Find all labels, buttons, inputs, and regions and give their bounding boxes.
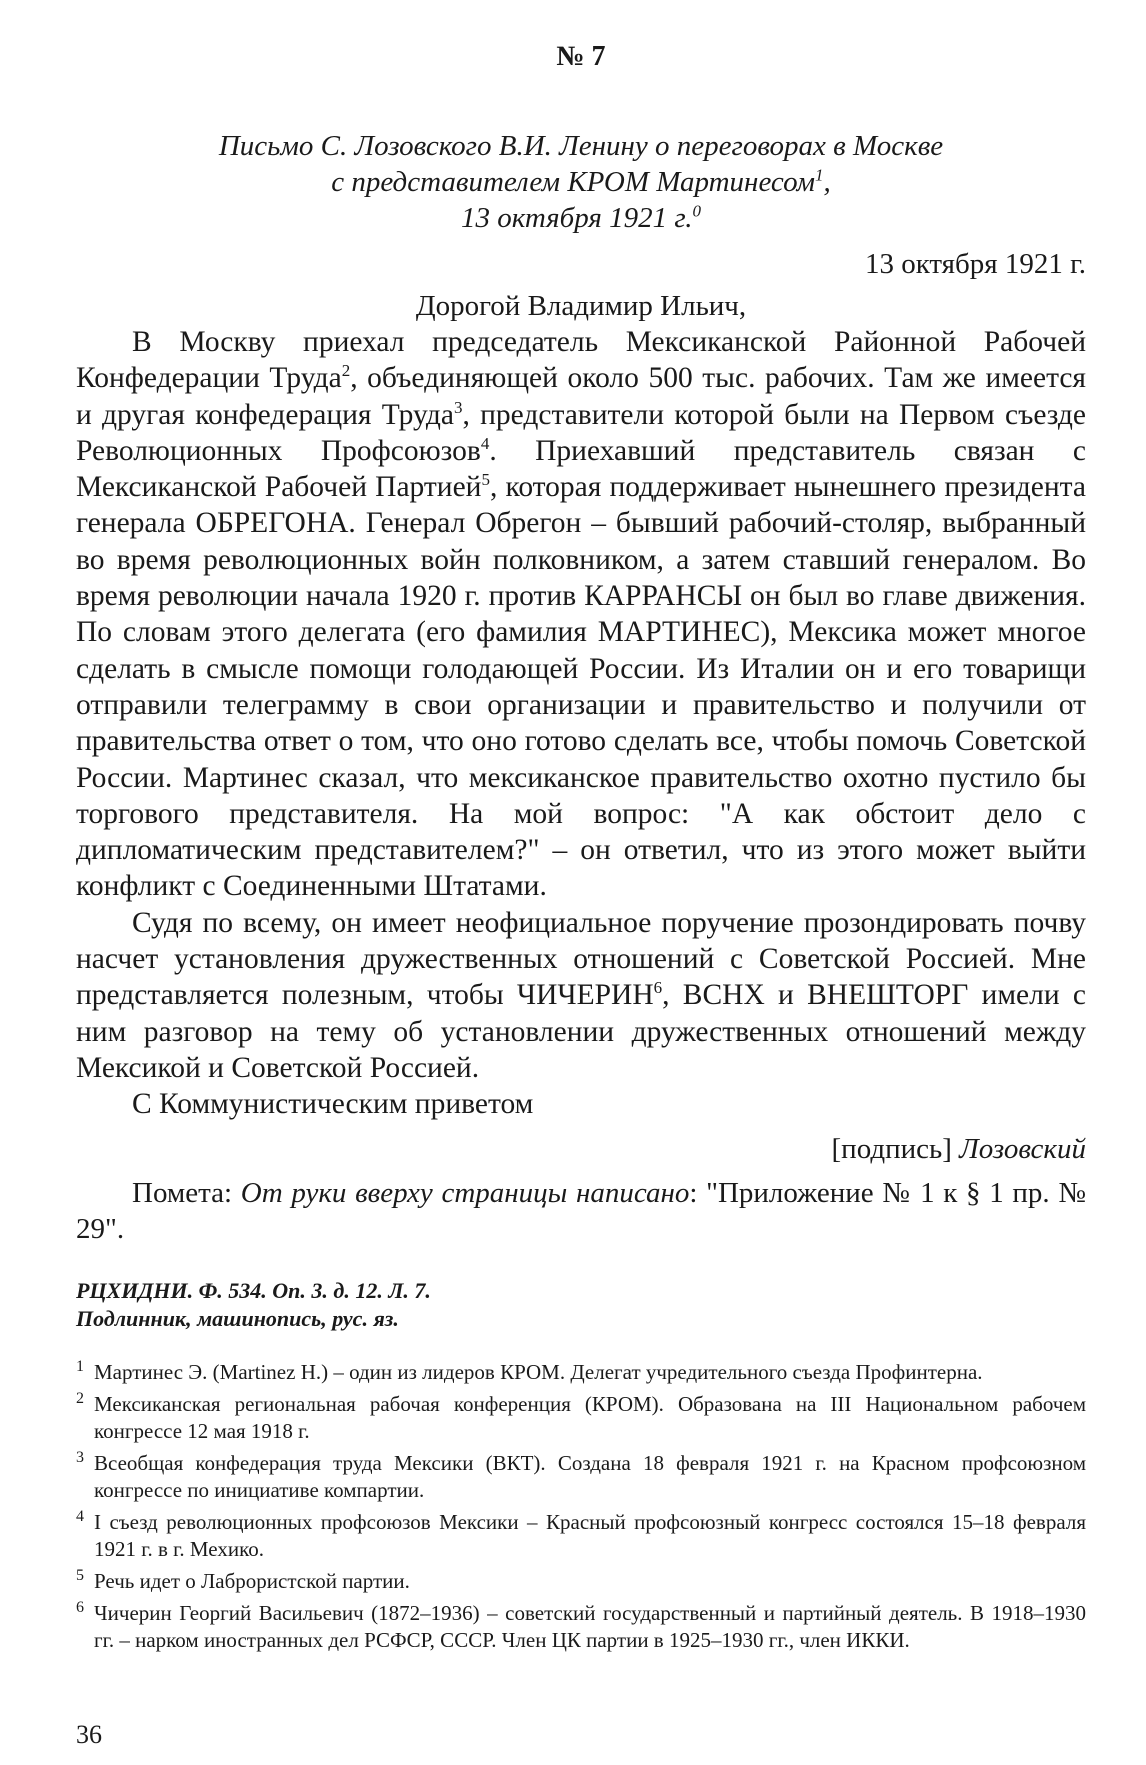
footnote-4 bbox=[76, 1509, 1086, 1563]
footnote-text: Чичерин Георгий Васильевич (1872–1936) – советский государственный и партийный деятель. В 1918–1930 гг. – нарком иностранных дел РСФСР, СССР. Член ЦК партии в 1925–1930 гг., член ИККИ. bbox=[94, 1600, 1086, 1652]
annotation-note bbox=[76, 1175, 1086, 1247]
heading-line-2 bbox=[76, 164, 1086, 200]
paragraph-text: . Приехавший представитель связан с Мексиканской Рабочей Партией bbox=[76, 434, 1086, 504]
footnote-number: 3 bbox=[76, 1448, 84, 1466]
paragraph-text: , которая поддерживает нынешнего президента генерала ОБРЕГОНА. Генерал Обрегон – бывший рабочий-столяр, выбранный во время революционных войн полковником, а затем ставший генералом. Во время революции начала 1920 г. против КАРРАНСЫ он был во главе движения. По словам этого делегата (его фамилия МАРТИНЕС), Мексика может многое сделать в смысле помощи голодающей России. Из Италии он и его товарищи отправили телеграмму в свои организации и правительство и получили от правительства ответ о том, что оно готово сделать все, чтобы помочь Советской России. Мартинес сказал, что мексиканское правительство охотно пустило бы торгового представителя. На мой вопрос: "А как обстоит дело с дипломатическим представителем?" – он ответил, что из этого может выйти конфликт с Соединенными Штатами. bbox=[76, 471, 1086, 903]
footnote-3 bbox=[76, 1450, 1086, 1504]
note-text: : "Приложение № 1 к § 1 пр. № 29". bbox=[76, 1176, 1087, 1245]
page-number: 36 bbox=[76, 1720, 102, 1749]
note-label: Помета: bbox=[132, 1176, 233, 1209]
footnote-text: Речь идет о Лаброристской партии. bbox=[94, 1568, 410, 1593]
footnote-ref-6: 6 bbox=[653, 978, 663, 998]
footnote-ref-0: 0 bbox=[692, 201, 702, 221]
signature-label: [подпись] bbox=[831, 1132, 952, 1165]
document-page bbox=[76, 38, 1086, 1659]
footnote-ref-4: 4 bbox=[480, 434, 490, 454]
paragraph-text: В Москву приехал председатель Мексиканской Районной Рабочей Конфедерации Труда bbox=[76, 326, 1086, 395]
paragraph-text: , представители которой были на Первом съезде Революционных Профсоюзов bbox=[76, 398, 1087, 467]
archive-reference: РЦХИДНИ. Ф. 534. Оп. 3. д. 12. Л. 7. bbox=[76, 1277, 431, 1303]
letter-date: 13 октября 1921 г. bbox=[864, 248, 1086, 280]
footnote-number: 6 bbox=[76, 1598, 84, 1616]
note-italic: От руки вверху страницы написано bbox=[240, 1176, 690, 1209]
letter-paragraph-1 bbox=[76, 324, 1086, 905]
heading-line-3 bbox=[76, 200, 1086, 236]
footnote-6 bbox=[76, 1600, 1086, 1654]
footnote-text: I съезд революционных профсоюзов Мексики – Красный профсоюзный конгресс состоялся 15–18 февраля 1921 г. в г. Мехико. bbox=[94, 1509, 1086, 1561]
paragraph-text: , ВСНХ и ВНЕШТОРГ имели с ним разговор на тему об установлении дружественных отношений между Мексикой и Советской Россией. bbox=[76, 979, 1086, 1084]
document-number: № 7 bbox=[556, 41, 606, 72]
footnote-ref-2: 2 bbox=[341, 361, 351, 381]
footnote-ref-3: 3 bbox=[453, 397, 463, 417]
heading-line-1: Письмо С. Лозовского В.И. Ленину о переговорах в Москве bbox=[218, 130, 944, 162]
archive-description: Подлинник, машинопись, рус. яз. bbox=[76, 1305, 399, 1331]
footnote-5 bbox=[76, 1568, 1086, 1595]
footnote-number: 5 bbox=[76, 1566, 84, 1584]
footnote-ref-1: 1 bbox=[815, 165, 824, 185]
footnote-2 bbox=[76, 1391, 1086, 1445]
document-heading bbox=[76, 128, 1086, 236]
footnote-text: Мексиканская региональная рабочая конференция (КРОМ). Образована на III Национальном рабочем конгрессе 12 мая 1918 г. bbox=[94, 1391, 1086, 1443]
paragraph-text: , объединяющей около 500 тыс. рабочих. Там же имеется и другая конфедерация Труда bbox=[76, 362, 1087, 431]
footnote-text: Мартинес Э. (Martinez H.) – один из лидеров КРОМ. Делегат учредительного съезда Профинтерна. bbox=[94, 1359, 983, 1384]
footnote-number: 2 bbox=[76, 1389, 84, 1407]
footnote-text: Всеобщая конфедерация труда Мексики (ВКТ). Создана 18 февраля 1921 г. на Красном профсоюзном конгрессе по инициативе компартии. bbox=[94, 1450, 1086, 1502]
letter-greeting: Дорогой Владимир Ильич, bbox=[415, 290, 747, 322]
footnote-number: 4 bbox=[76, 1507, 84, 1525]
footnote-1 bbox=[76, 1359, 1086, 1386]
heading-line-2-comma: , bbox=[823, 166, 831, 198]
heading-line-2-text: с представителем КРОМ Мартинесом bbox=[331, 166, 815, 198]
footnote-number: 1 bbox=[76, 1357, 84, 1375]
signature-name: Лозовский bbox=[959, 1132, 1086, 1165]
heading-line-3-text: 13 октября 1921 г. bbox=[460, 202, 693, 234]
paragraph-text: Судя по всему, он имеет неофициальное поручение прозондировать почву насчет установления дружественных отношений с Советской Россией. Мне представляется полезным, чтобы ЧИЧЕРИН bbox=[76, 906, 1086, 1012]
signature bbox=[76, 1131, 1086, 1167]
footnotes bbox=[76, 1359, 1086, 1654]
letter-closing: С Коммунистическим приветом bbox=[132, 1088, 534, 1121]
letter-paragraph-2 bbox=[76, 905, 1086, 1086]
footnote-ref-5: 5 bbox=[481, 470, 490, 490]
